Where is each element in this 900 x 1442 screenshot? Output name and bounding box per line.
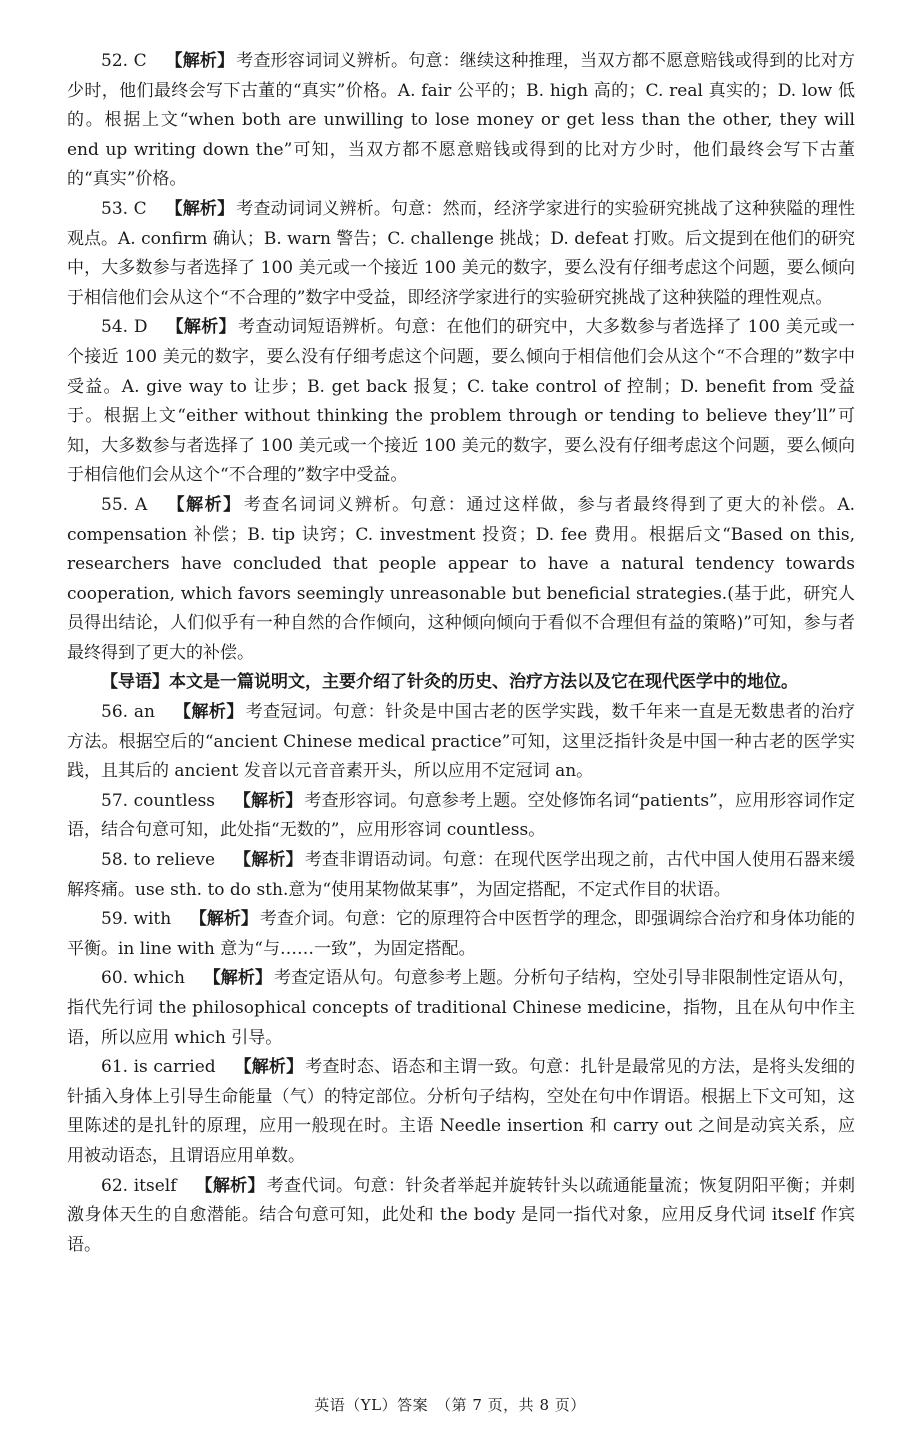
answer-text: 考查时态、语态和主谓一致。句意：扎针是最常见的方法，是将头发细的针插入身体上引导生命能量（气）的特定部位。分析句子结构，空处在句中作谓语。根据上下文可知，这里陈述的是扎针的原理，应用一般现在时。主语 Needle insertion 和 carry out 之间是动宾关系，应用被动语态，且谓语应用单数。 <box>67 1057 856 1166</box>
analysis-tag: 【解析】 <box>166 317 237 338</box>
answer-number: 56. an <box>101 702 155 723</box>
answer-content <box>67 47 855 1260</box>
analysis-tag: 【解析】 <box>165 494 242 515</box>
answer-number: 54. D <box>101 317 148 338</box>
answer-number: 60. which <box>101 968 185 989</box>
answer-text: 考查介词。句意：它的原理符合中医哲学的理念，即强调综合治疗和身体功能的平衡。in line with 意为“与……一致”，为固定搭配。 <box>67 909 855 959</box>
answer-text: 考查名词词义辨析。句意：通过这样做，参与者最终得到了更大的补偿。A. compensation 补偿；B. tip 诀窍；C. investment 投资；D. fee 费用。根据后文“Based on this, researchers have concluded that people appear to have a natural tendency towards cooperation, which favors seemingly unreasonable but beneficial strategies.(基于此，研究人员得出结论，人们似乎有一种自然的合作倾向，这种倾向倾向于看似不合理但有益的策略)”可知，参与者最终得到了更大的补偿。 <box>67 494 856 663</box>
answer-61 <box>67 1053 855 1171</box>
answer-text: 考查形容词。句意参考上题。空处修饰名词“patients”，应用形容词作定语，结合句意可知，此处指“无数的”，应用形容词 countless。 <box>67 790 856 841</box>
analysis-tag: 【解析】 <box>195 1175 265 1196</box>
answer-number: 59. with <box>101 909 172 930</box>
passage-intro: 【导语】本文是一篇说明文，主要介绍了针灸的历史、治疗方法以及它在现代医学中的地位。 <box>101 672 798 693</box>
answer-text: 考查冠词。句意：针灸是中国古老的医学实践，数千年来一直是无数患者的治疗方法。根据空后的“ancient Chinese medical practice”可知，这里泛指针灸是中国一种古老的医学实践，且其后的 ancient 发音以元音音素开头，所以应用不定冠词 an。 <box>67 702 856 782</box>
analysis-tag: 【解析】 <box>233 790 303 811</box>
answer-55 <box>67 491 855 669</box>
answer-number: 58. to relieve <box>101 850 216 871</box>
answer-text: 考查动词短语辨析。句意：在他们的研究中，大多数参与者选择了 100 美元或一个接近 100 美元的数字，要么没有仔细考虑这个问题，要么倾向于相信他们会从这个“不合理的”数字中受益。A. give way to 让步；B. get back 报复；C. take control of 控制；D. benefit from 受益于。根据上文“either without thinking the problem through or tending to believe they’ll”可知，大多数参与者选择了 100 美元或一个接近 100 美元的数字，要么没有仔细考虑这个问题，要么倾向于相信他们会从这个“不合理的”数字中受益。 <box>67 317 855 486</box>
analysis-tag: 【解析】 <box>165 51 235 71</box>
answer-text: 考查定语从句。句意参考上题。分析句子结构，空处引导非限制性定语从句，指代先行词 the philosophical concepts of traditional Chinese medicine，指物，且在从句中作主语，所以应用 which 引导。 <box>67 968 855 1048</box>
answer-number: 52. C <box>101 51 147 71</box>
answer-57 <box>67 787 855 846</box>
analysis-tag: 【解析】 <box>234 1057 304 1078</box>
answer-number: 61. is carried <box>101 1057 216 1078</box>
answer-58 <box>67 846 855 905</box>
answer-number: 57. countless <box>101 790 216 811</box>
answer-text: 考查形容词词义辨析。句意：继续这种推理，当双方都不愿意赔钱或得到的比对方少时，他们最终会写下古董的“真实”价格。A. fair 公平的；B. high 高的；C. real 真实的；D. low 低的。根据上文“when both are unwilling to lose money or get less than the other, they will end up writing down the”可知，当双方都不愿意赔钱或得到的比对方少时，他们最终会写下古董的“真实”价格。 <box>67 51 856 190</box>
page-footer: 英语（YL）答案 （第 7 页，共 8 页） <box>314 1396 586 1414</box>
answer-number: 55. A <box>101 494 148 515</box>
answer-number: 53. C <box>101 198 147 219</box>
answer-54 <box>67 313 855 491</box>
answer-text: 考查非谓语动词。句意：在现代医学出现之前，古代中国人使用石器来缓解疼痛。use sth. to do sth.意为“使用某物做某事”，为固定搭配，不定式作目的状语。 <box>67 850 856 900</box>
analysis-tag: 【解析】 <box>189 909 258 930</box>
analysis-tag: 【解析】 <box>203 968 273 989</box>
analysis-tag: 【解析】 <box>173 702 244 723</box>
answer-56 <box>67 698 855 787</box>
answer-53 <box>67 195 855 313</box>
answer-62 <box>67 1172 855 1261</box>
answer-text: 考查动词词义辨析。句意：然而，经济学家进行的实验研究挑战了这种狭隘的理性观点。A. confirm 确认；B. warn 警告；C. challenge 挑战；D. defeat 打败。后文提到在他们的研究中，大多数参与者选择了 100 美元或一个接近 100 美元的数字，要么没有仔细考虑这个问题，要么倾向于相信他们会从这个“不合理的”数字中受益，即经济学家进行的实验研究挑战了这种狭隘的理性观点。 <box>67 198 856 308</box>
answer-60 <box>67 964 855 1053</box>
answer-52 <box>67 47 855 195</box>
answer-text: 考查代词。句意：针灸者举起并旋转针头以疏通能量流；恢复阴阳平衡；并刺激身体天生的自愈潜能。结合句意可知，此处和 the body 是同一指代对象，应用反身代词 itself 作宾语。 <box>67 1175 856 1255</box>
analysis-tag: 【解析】 <box>233 850 303 871</box>
answer-number: 62. itself <box>101 1175 177 1196</box>
analysis-tag: 【解析】 <box>165 198 235 219</box>
answer-59 <box>67 905 855 964</box>
